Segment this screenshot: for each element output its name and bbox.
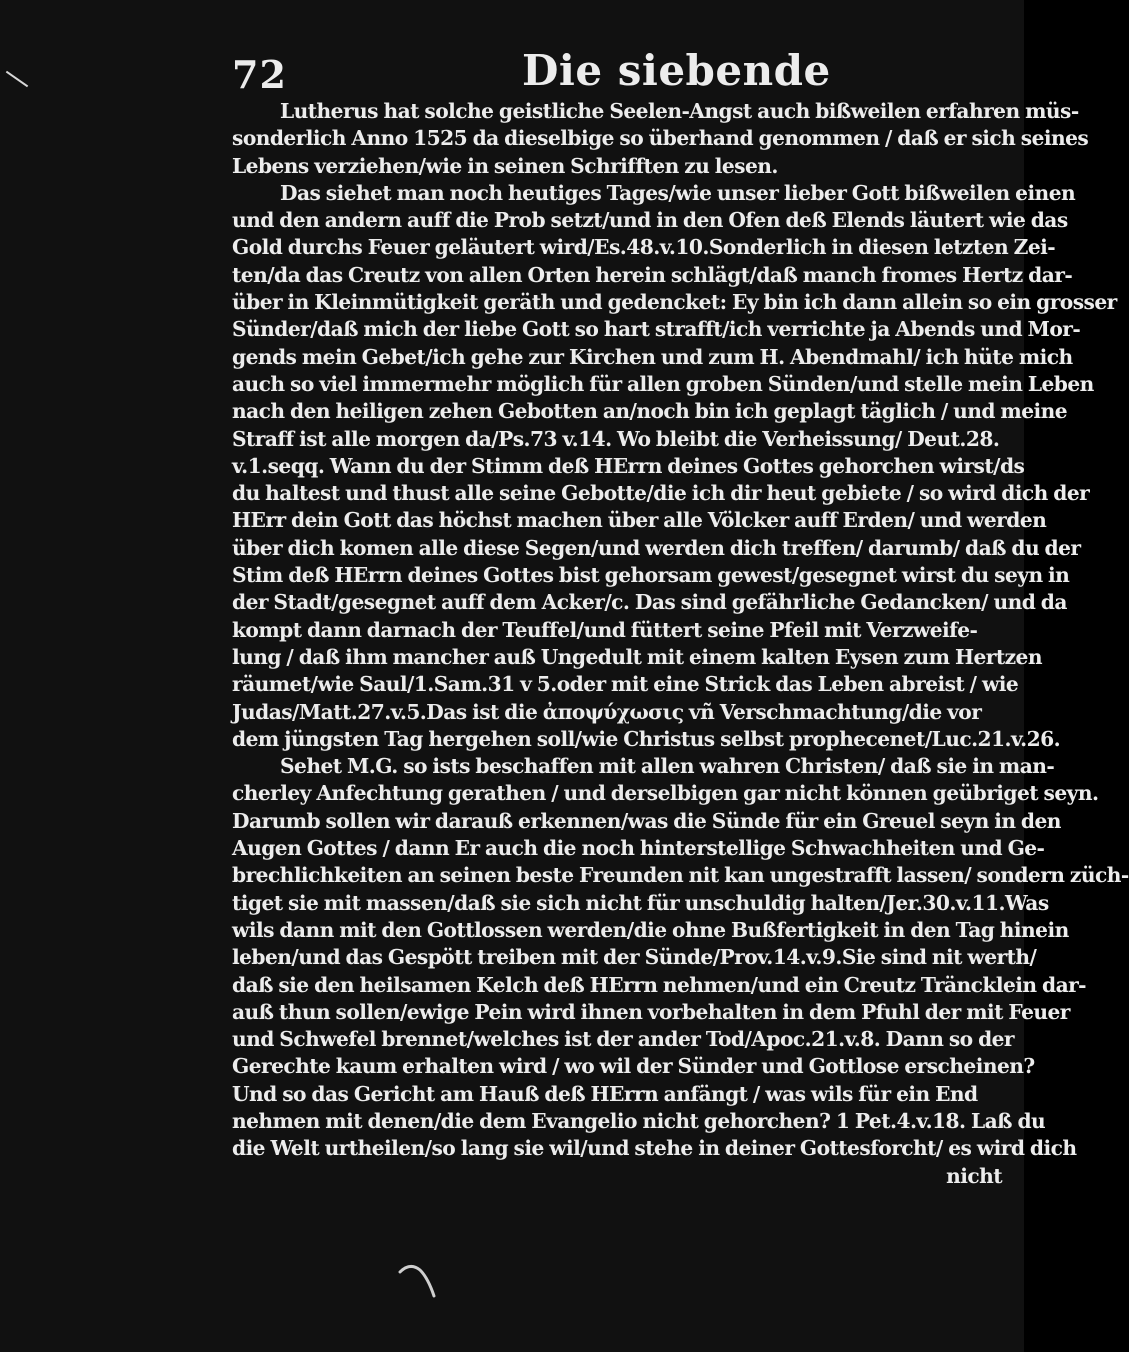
text-line: der Stadt/gesegnet auff dem Acker/c. Das sind gefährliche Gedancken/ und da xyxy=(232,590,1067,615)
paragraph xyxy=(232,98,1089,180)
stray-ink-mark xyxy=(396,1262,446,1302)
text-line: sonderlich Anno 1525 da dieselbige so überhand genommen / daß er sich seines xyxy=(232,126,1089,151)
body-text xyxy=(232,98,1129,1190)
text-line: und den andern auff die Prob setzt/und in den Ofen deß Elends läutert wie das xyxy=(232,208,1068,233)
text-line: und Schwefel brennet/welches ist der ander Tod/Apoc.21.v.8. Dann so der xyxy=(232,1027,1015,1052)
text-line: auch so viel immermehr möglich für allen groben Sünden/und stelle mein Leben xyxy=(232,371,1094,396)
text-line: Sünder/daß mich der liebe Gott so hart strafft/ich verrichte ja Abends und Mor- xyxy=(232,317,1081,342)
text-line: Judas/Matt.27.v.5.Das ist die ἀποψύχωσις vñ Verschmachtung/die vor xyxy=(232,699,982,724)
text-line: v.1.seqq. Wann du der Stimm deß HErrn deines Gottes gehorchen wirst/ds xyxy=(232,453,1025,478)
text-line: nehmen mit denen/die dem Evangelio nicht gehorchen? 1 Pet.4.v.18. Laß du xyxy=(232,1108,1046,1133)
text-line: nach den heiligen zehen Gebotten an/noch bin ich geplagt täglich / und meine xyxy=(232,399,1068,424)
text-line: kompt dann darnach der Teuffel/und füttert seine Pfeil mit Verzweife- xyxy=(232,617,978,642)
text-line: daß sie den heilsamen Kelch deß HErrn nehmen/und ein Creutz Träncklein dar- xyxy=(232,972,1087,997)
text-line: auß thun sollen/ewige Pein wird ihnen vorbehalten in dem Pfuhl der mit Feuer xyxy=(232,999,1070,1024)
text-line: lung / daß ihm mancher auß Ungedult mit einem kalten Eysen zum Hertzen xyxy=(232,644,1042,669)
paragraph xyxy=(232,753,1129,1162)
text-line: räumet/wie Saul/1.Sam.31 v 5.oder mit eine Strick das Leben abreist / wie xyxy=(232,672,1019,697)
text-line: Augen Gottes / dann Er auch die noch hinterstellige Schwachheiten und Ge- xyxy=(232,836,1045,861)
text-line: Lutherus hat solche geistliche Seelen-Angst auch bißweilen erfahren müs- xyxy=(280,99,1079,123)
text-line: Straff ist alle morgen da/Ps.73 v.14. Wo bleibt die Verheissung/ Deut.28. xyxy=(232,426,1000,451)
text-line: wils dann mit den Gottlossen werden/die ohne Bußfertigkeit in den Tag hinein xyxy=(232,917,1069,942)
text-line: tiget sie mit massen/daß sie sich nicht für unschuldig halten/Jer.30.v.11.Was xyxy=(232,890,1049,915)
text-line: Sehet M.G. so ists beschaffen mit allen wahren Christen/ daß sie in man- xyxy=(280,754,1055,779)
catchword: nicht xyxy=(946,1163,1002,1188)
text-line: cherley Anfechtung gerathen / und derselbigen gar nicht können geübriget seyn. xyxy=(232,781,1099,806)
text-line: Lebens verziehen/wie in seinen Schrifften zu lesen. xyxy=(232,153,778,178)
text-line: dem jüngsten Tag hergehen soll/wie Christus selbst prophecenet/Luc.21.v.26. xyxy=(232,726,1061,751)
text-line: du haltest und thust alle seine Gebotte/die ich dir heut gebiete / so wird dich der xyxy=(232,481,1090,506)
text-line: gends mein Gebet/ich gehe zur Kirchen und zum H. Abendmahl/ ich hüte mich xyxy=(232,344,1073,369)
text-line: Stim deß HErrn deines Gottes bist gehorsam gewest/gesegnet wirst du seyn in xyxy=(232,563,1070,588)
page-header xyxy=(0,44,1024,104)
text-line: Gold durchs Feuer geläutert wird/Es.48.v.10.Sonderlich in diesen letzten Zei- xyxy=(232,235,1056,260)
paragraph xyxy=(232,180,1117,753)
text-line: HErr dein Gott das höchst machen über alle Völcker auff Erden/ und werden xyxy=(232,508,1047,533)
text-line: die Welt urtheilen/so lang sie wil/und stehe in deiner Gottesforcht/ es wird dich xyxy=(232,1136,1077,1161)
text-line: Das siehet man noch heutiges Tages/wie unser lieber Gott bißweilen einen xyxy=(280,180,1076,205)
text-line: Gerechte kaum erhalten wird / wo wil der Sünder und Gottlose erscheinen? xyxy=(232,1054,1035,1079)
running-head: Die siebende xyxy=(522,46,831,95)
text-line: leben/und das Gespött treiben mit der Sünde/Prov.14.v.9.Sie sind nit werth/ xyxy=(232,945,1037,970)
text-line: Darumb sollen wir darauß erkennen/was die Sünde für ein Greuel seyn in den xyxy=(232,808,1061,833)
text-line: Und so das Gericht am Hauß deß HErrn anfängt / was wils für ein End xyxy=(232,1081,978,1106)
text-line: über in Kleinmütigkeit geräth und gedencket: Ey bin ich dann allein so ein grosser xyxy=(232,290,1117,315)
text-line: brechlichkeiten an seinen beste Freunden nit kan ungestrafft lassen/ sondern züch- xyxy=(232,863,1129,888)
text-line: ten/da das Creutz von allen Orten herein schlägt/daß manch fromes Hertz dar- xyxy=(232,262,1073,287)
page-number: 72 xyxy=(232,52,287,97)
text-line: über dich komen alle diese Segen/und werden dich treffen/ darumb/ daß du der xyxy=(232,535,1081,560)
